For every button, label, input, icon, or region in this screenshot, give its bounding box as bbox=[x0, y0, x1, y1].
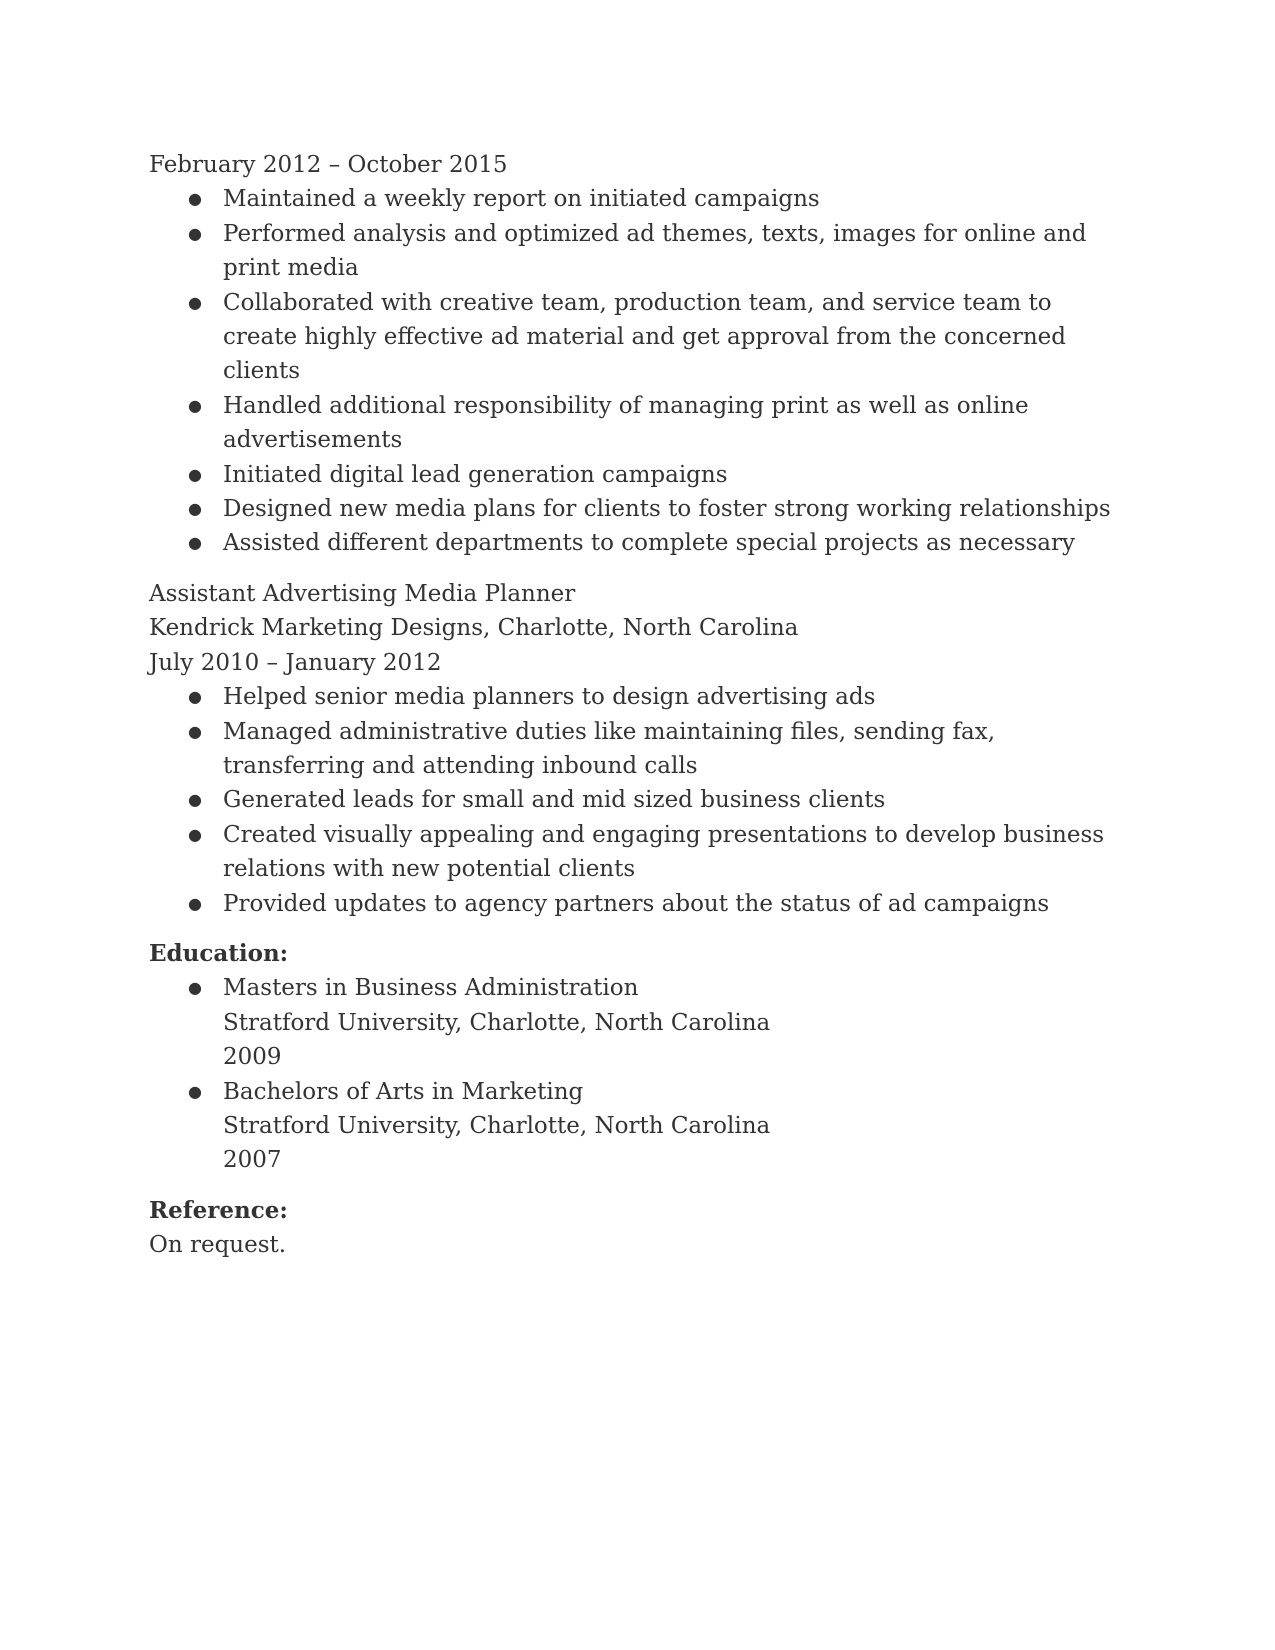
resume-page bbox=[149, 148, 1129, 1263]
list-item bbox=[149, 458, 1129, 492]
bullet-icon: ● bbox=[188, 223, 202, 243]
job1-bullet-text: Maintained a weekly report on initiated campaigns bbox=[223, 186, 820, 213]
list-item bbox=[149, 389, 1129, 458]
education-degree: Bachelors of Arts in Marketing bbox=[223, 1078, 584, 1105]
bullet-icon: ● bbox=[188, 533, 202, 553]
reference-heading: Reference: bbox=[149, 1196, 288, 1224]
job1-bullet-text: Handled additional responsibility of managing print as well as online advertisements bbox=[223, 392, 1029, 454]
job1-bullet-text: Collaborated with creative team, production team, and service team to create highly effective ad material and get approval from the concerned clients bbox=[223, 289, 1066, 385]
list-item bbox=[149, 971, 1129, 1074]
job1-bullet-text: Performed analysis and optimized ad themes, texts, images for online and print media bbox=[223, 220, 1087, 282]
list-item bbox=[149, 526, 1129, 560]
education-list bbox=[149, 971, 1129, 1177]
job1-bullet-text: Designed new media plans for clients to foster strong working relationships bbox=[223, 496, 1111, 523]
list-item bbox=[149, 783, 1129, 817]
education-degree: Masters in Business Administration bbox=[223, 975, 639, 1002]
bullet-icon: ● bbox=[188, 893, 202, 913]
bullet-icon: ● bbox=[188, 1081, 202, 1101]
job2-bullet-text: Generated leads for small and mid sized business clients bbox=[223, 787, 886, 814]
job2-bullet-list bbox=[149, 680, 1129, 921]
education-year: 2007 bbox=[223, 1147, 282, 1174]
job1-bullet-text: Initiated digital lead generation campaigns bbox=[223, 461, 728, 488]
bullet-icon: ● bbox=[188, 189, 202, 209]
section-spacer bbox=[149, 561, 1129, 577]
list-item bbox=[149, 182, 1129, 216]
list-item bbox=[149, 286, 1129, 389]
bullet-icon: ● bbox=[188, 292, 202, 312]
list-item bbox=[149, 217, 1129, 286]
section-spacer bbox=[149, 921, 1129, 937]
bullet-icon: ● bbox=[188, 978, 202, 998]
list-item bbox=[149, 680, 1129, 714]
bullet-icon: ● bbox=[188, 824, 202, 844]
job2-company: Kendrick Marketing Designs, Charlotte, North Carolina bbox=[149, 615, 799, 642]
job2-dates: July 2010 – January 2012 bbox=[149, 649, 442, 676]
education-school: Stratford University, Charlotte, North Carolina bbox=[223, 1009, 771, 1036]
bullet-icon: ● bbox=[188, 395, 202, 415]
education-heading: Education: bbox=[149, 939, 289, 967]
list-item bbox=[149, 715, 1129, 784]
list-item bbox=[149, 1075, 1129, 1178]
education-year: 2009 bbox=[223, 1044, 282, 1071]
job1-dates: February 2012 – October 2015 bbox=[149, 152, 508, 178]
bullet-icon: ● bbox=[188, 687, 202, 707]
list-item bbox=[149, 818, 1129, 887]
reference-text: On request. bbox=[149, 1232, 287, 1259]
bullet-icon: ● bbox=[188, 721, 202, 741]
bullet-icon: ● bbox=[188, 790, 202, 810]
list-item bbox=[149, 492, 1129, 526]
job1-bullet-list bbox=[149, 182, 1129, 560]
bullet-icon: ● bbox=[188, 464, 202, 484]
job2-bullet-text: Provided updates to agency partners about the status of ad campaigns bbox=[223, 890, 1050, 917]
job2-bullet-text: Managed administrative duties like maintaining files, sending fax, transferring and attending inbound calls bbox=[223, 718, 996, 779]
education-school: Stratford University, Charlotte, North Carolina bbox=[223, 1112, 771, 1139]
job2-bullet-text: Helped senior media planners to design advertising ads bbox=[223, 684, 876, 711]
list-item bbox=[149, 887, 1129, 921]
job2-bullet-text: Created visually appealing and engaging presentations to develop business relations with new potential clients bbox=[223, 821, 1105, 883]
bullet-icon: ● bbox=[188, 499, 202, 519]
section-spacer bbox=[149, 1178, 1129, 1194]
job1-bullet-text: Assisted different departments to complete special projects as necessary bbox=[223, 530, 1076, 557]
job2-title: Assistant Advertising Media Planner bbox=[149, 580, 576, 607]
